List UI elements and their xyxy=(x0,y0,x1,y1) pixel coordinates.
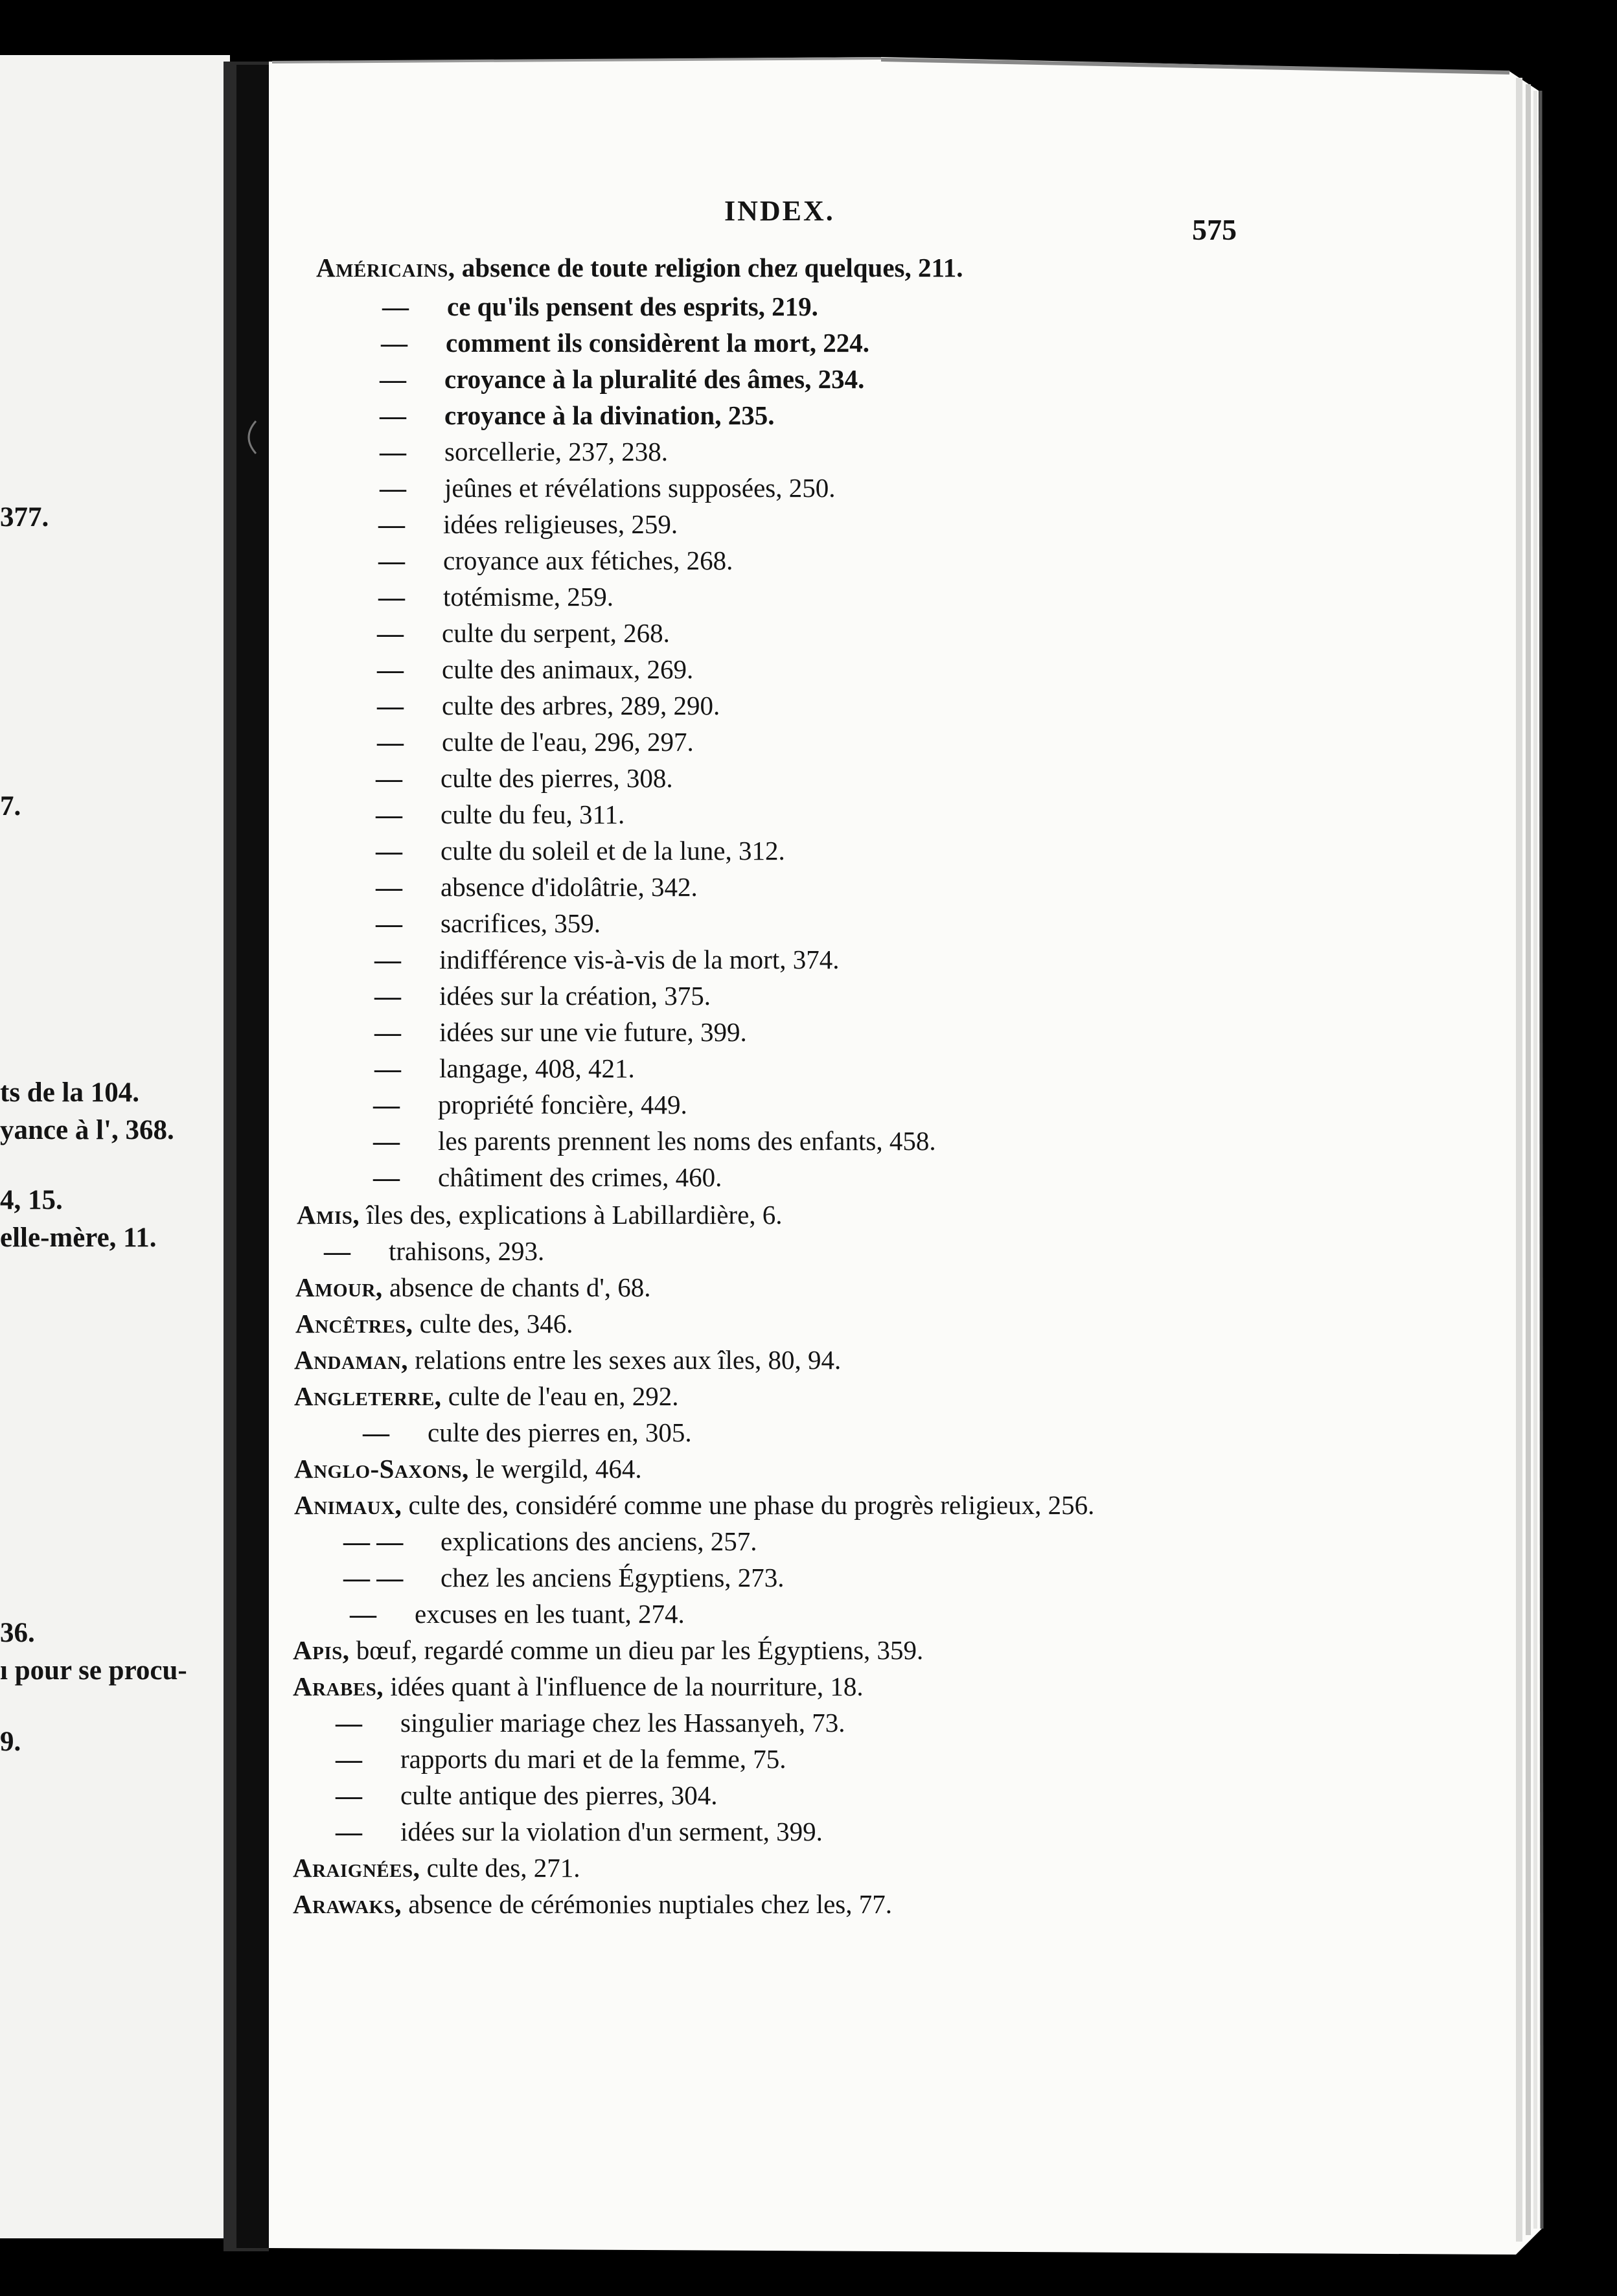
index-entry: — sacrifices, 359. xyxy=(376,908,601,938)
left-fragment: 4, 15. xyxy=(0,1185,63,1215)
page-edge-1 xyxy=(1516,78,1522,2242)
index-entry: Amis, îles des, explications à Labillardière, 6. xyxy=(297,1200,783,1230)
left-page xyxy=(0,55,230,2238)
page-edge-2 xyxy=(1526,84,1531,2235)
index-entry: — jeûnes et révélations supposées, 250. xyxy=(380,473,836,503)
index-entry: — culte des pierres en, 305. xyxy=(363,1418,692,1447)
left-fragment: elle-mère, 11. xyxy=(0,1223,157,1253)
index-entry: — idées sur une vie future, 399. xyxy=(374,1017,747,1047)
index-entry: — sorcellerie, 237, 238. xyxy=(380,437,668,466)
index-entry: — totémisme, 259. xyxy=(378,582,614,612)
left-fragment: 36. xyxy=(0,1618,35,1648)
index-entry: — singulier mariage chez les Hassanyeh, 73. xyxy=(336,1708,845,1738)
index-entry: — culte antique des pierres, 304. xyxy=(336,1780,718,1810)
index-entry: Andaman, relations entre les sexes aux îles, 80, 94. xyxy=(294,1345,842,1375)
index-entry: — rapports du mari et de la femme, 75. xyxy=(336,1744,786,1774)
index-entry: — croyance à la pluralité des âmes, 234. xyxy=(380,364,865,394)
running-head: INDEX. xyxy=(724,195,835,227)
index-entry: — — explications des anciens, 257. xyxy=(343,1526,757,1556)
index-entry: Ancêtres, culte des, 346. xyxy=(295,1309,573,1338)
index-entry: — propriété foncière, 449. xyxy=(373,1090,687,1119)
left-fragment: 7. xyxy=(0,791,21,821)
index-entry: — idées religieuses, 259. xyxy=(378,509,678,539)
left-fragment: 377. xyxy=(0,502,49,533)
index-entry: — — chez les anciens Égyptiens, 273. xyxy=(343,1563,785,1592)
index-entry: Araignées, culte des, 271. xyxy=(293,1853,580,1883)
index-entry: — absence d'idolâtrie, 342. xyxy=(376,872,698,902)
index-entry: — culte des animaux, 269. xyxy=(377,654,694,684)
index-entry: — culte du serpent, 268. xyxy=(377,618,670,648)
left-fragment: 9. xyxy=(0,1727,21,1757)
index-entry: — culte du soleil et de la lune, 312. xyxy=(376,836,785,866)
index-entry: — trahisons, 293. xyxy=(324,1236,545,1266)
page-number: 575 xyxy=(1192,213,1237,246)
index-entry: Arawaks, absence de cérémonies nuptiales chez les, 77. xyxy=(293,1889,892,1919)
index-entry: — châtiment des crimes, 460. xyxy=(373,1162,722,1192)
index-entry: — culte de l'eau, 296, 297. xyxy=(377,727,694,757)
left-fragment: ts de la 104. xyxy=(0,1077,139,1108)
page-edge-line xyxy=(1541,91,1542,2229)
index-entry: Anglo-Saxons, le wergild, 464. xyxy=(294,1454,642,1484)
index-entry: Angleterre, culte de l'eau en, 292. xyxy=(294,1381,679,1411)
gutter-dark xyxy=(236,65,269,2248)
index-entry: Arabes, idées quant à l'influence de la nourriture, 18. xyxy=(293,1671,864,1701)
index-entry: — culte du feu, 311. xyxy=(376,799,625,829)
page-edge-3 xyxy=(1533,91,1537,2229)
index-entry: Amour, absence de chants d', 68. xyxy=(295,1272,651,1302)
index-entry: — les parents prennent les noms des enfants, 458. xyxy=(373,1126,936,1156)
index-entry: — culte des arbres, 289, 290. xyxy=(377,691,720,720)
index-entry: Animaux, culte des, considéré comme une phase du progrès religieux, 256. xyxy=(294,1490,1095,1520)
index-entry: Apis, bœuf, regardé comme un dieu par les Égyptiens, 359. xyxy=(293,1635,924,1665)
left-fragment: yance à l', 368. xyxy=(0,1115,174,1145)
index-entry: Américains, absence de toute religion chez quelques, 211. xyxy=(316,253,963,282)
index-entry: — indifférence vis-à-vis de la mort, 374. xyxy=(374,945,840,974)
left-fragment: ı pour se procu- xyxy=(0,1655,187,1686)
index-entry: — comment ils considèrent la mort, 224. xyxy=(381,328,869,358)
index-entry: — idées sur la création, 375. xyxy=(374,981,711,1011)
index-entry: — culte des pierres, 308. xyxy=(376,763,673,793)
index-entry: — croyance aux fétiches, 268. xyxy=(378,545,733,575)
index-entry: — idées sur la violation d'un serment, 399. xyxy=(336,1817,823,1846)
index-entry: — langage, 408, 421. xyxy=(374,1053,635,1083)
index-entry: — croyance à la divination, 235. xyxy=(380,400,775,430)
index-entry: — excuses en les tuant, 274. xyxy=(350,1599,685,1629)
index-entry: — ce qu'ils pensent des esprits, 219. xyxy=(382,292,818,321)
